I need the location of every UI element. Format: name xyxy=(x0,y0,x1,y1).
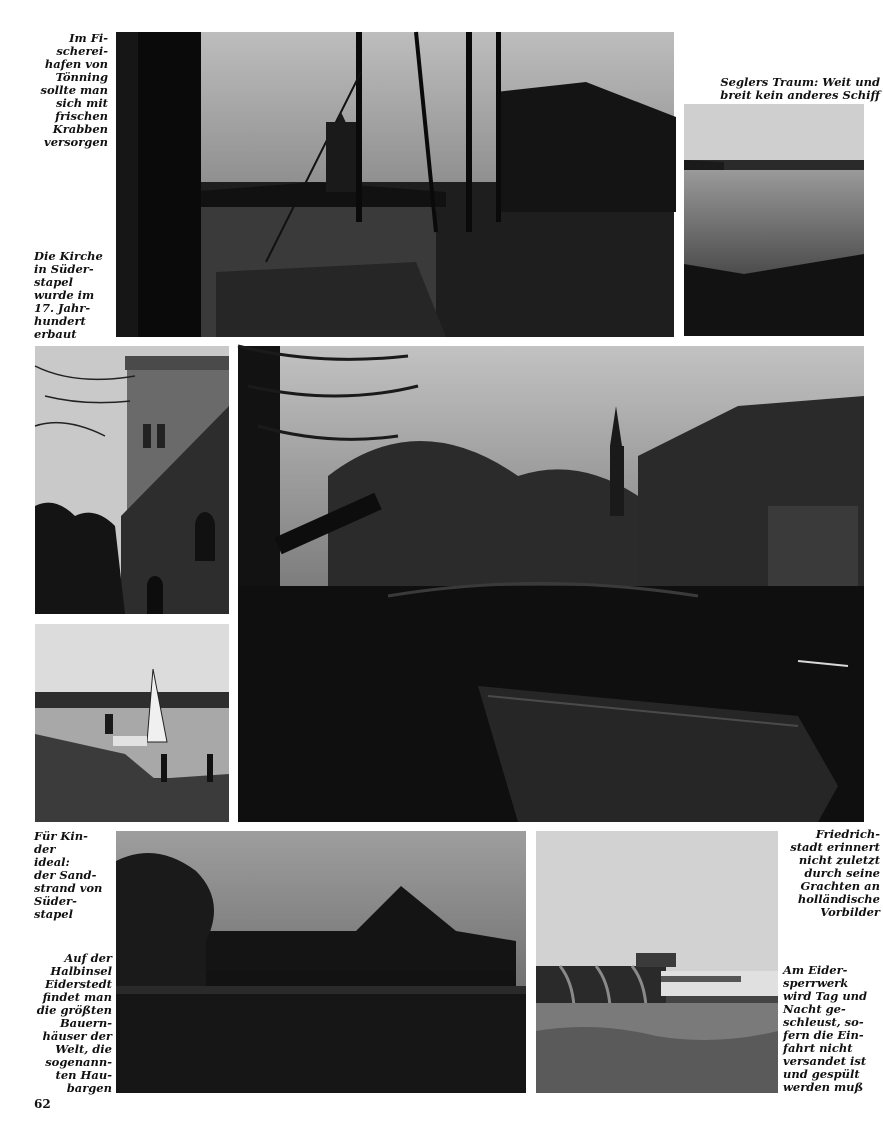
photo-friedrichstadt-canal xyxy=(238,346,864,822)
caption-segler: Seglers Traum: Weit und breit kein anderes Schiff xyxy=(720,75,880,102)
caption-kirche: Die Kirche in Süder- stapel wurde im 17. Jahr- hundert erbaut xyxy=(34,249,103,341)
photo-beach-sailboat xyxy=(35,624,229,822)
caption-friedrichstadt: Friedrich- stadt erinnert nicht zuletzt durch seine Grachten an holländische Vorbilder xyxy=(790,827,880,919)
photo-eider-barrier xyxy=(536,831,778,1093)
photo-haubarg xyxy=(116,831,526,1093)
photo-church xyxy=(35,346,229,614)
caption-kinder: Für Kin- der ideal: der Sand- strand von Süder- stapel xyxy=(34,829,103,921)
caption-sperrwerk: Am Eider- sperrwerk wird Tag und Nacht ge- schleust, so- fern die Ein- fahrt nicht versandet ist und gespült werden muß xyxy=(783,963,868,1094)
caption-eiderstedt: Auf der Halbinsel Eiderstedt findet man die größten Bauern- häuser der Welt, die sogenann- ten Hau- bargen xyxy=(36,951,112,1095)
caption-toenning: Im Fi- scherei- hafen von Tönning sollte man sich mit frischen Krabben versorgen xyxy=(40,31,108,149)
photo-fishing-harbour xyxy=(116,32,674,337)
page-number: 62 xyxy=(34,1097,51,1111)
photo-sailing-water xyxy=(684,104,864,336)
